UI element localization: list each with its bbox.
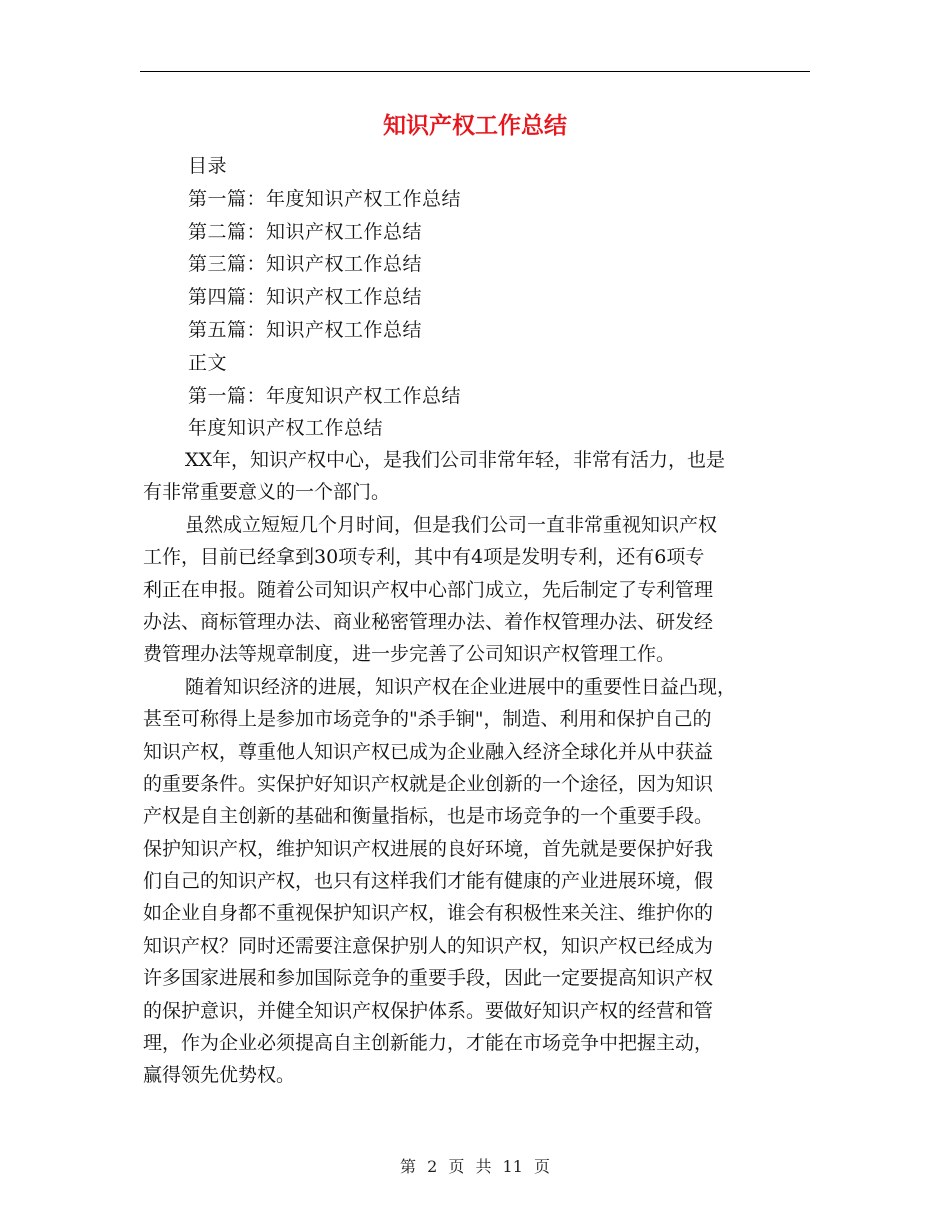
paragraph-line: 随着知识经济的进展，知识产权在企业进展中的重要性日益凸现， — [185, 675, 737, 698]
page-footer: 第 2 页 共 11 页 — [400, 1157, 550, 1176]
toc-item: 第一篇：年度知识产权工作总结 — [188, 187, 462, 210]
paragraph-line: 虽然成立短短几个月时间，但是我们公司一直非常重视知识产权 — [185, 513, 718, 536]
paragraph-line: 办法、商标管理办法、商业秘密管理办法、着作权管理办法、研发经 — [143, 610, 714, 633]
toc-item: 第三篇：知识产权工作总结 — [188, 253, 423, 276]
body-heading: 正文 — [188, 351, 228, 374]
table-of-contents — [188, 150, 808, 445]
paragraph-line: 许多国家进展和参加国际竞争的重要手段，因此一定要提高知识产权 — [143, 967, 714, 990]
header-rule — [140, 71, 810, 72]
paragraph-line: 有非常重要意义的一个部门。 — [143, 481, 391, 504]
section-heading: 第一篇：年度知识产权工作总结 — [188, 384, 462, 407]
paragraph-line: 甚至可称得上是参加市场竞争的"杀手锏"，制造、利用和保护自己的 — [143, 708, 712, 731]
toc-heading: 目录 — [188, 155, 228, 177]
document-title: 知识产权工作总结 — [383, 112, 567, 139]
paragraph-line: 工作，目前已经拿到30项专利，其中有4项是发明专利，还有6项专 — [143, 546, 705, 569]
paragraph-line: 的重要条件。实保护好知识产权就是企业创新的一个途径，因为知识 — [143, 772, 714, 795]
paragraph-line: 们自己的知识产权，也只有这样我们才能有健康的产业进展环境，假 — [143, 870, 714, 893]
paragraph-line: 如企业自身都不重视保护知识产权，谁会有积极性来关注、维护你的 — [143, 902, 714, 925]
paragraph-line: 利正在申报。随着公司知识产权中心部门成立，先后制定了专利管理 — [143, 578, 714, 601]
paragraph-2 — [143, 509, 810, 671]
section-subtitle: 年度知识产权工作总结 — [188, 417, 384, 440]
paragraph-1 — [143, 444, 810, 509]
paragraph-line: XX年，知识产权中心，是我们公司非常年轻，非常有活力，也是 — [185, 449, 726, 471]
paragraph-line: 产权是自主创新的基础和衡量指标，也是市场竞争的一个重要手段。 — [143, 805, 714, 828]
paragraph-line: 的保护意识，并健全知识产权保护体系。要做好知识产权的经营和管 — [143, 999, 714, 1022]
toc-item: 第五篇：知识产权工作总结 — [188, 318, 423, 341]
toc-item: 第二篇：知识产权工作总结 — [188, 220, 423, 243]
paragraph-line: 知识产权，尊重他人知识产权已成为企业融入经济全球化并从中获益 — [143, 740, 714, 763]
body-text — [143, 444, 810, 1092]
paragraph-line: 费管理办法等规章制度，进一步完善了公司知识产权管理工作。 — [143, 643, 676, 666]
paragraph-3 — [143, 671, 810, 1092]
toc-item: 第四篇：知识产权工作总结 — [188, 286, 423, 309]
paragraph-line: 理，作为企业必须提高自主创新能力，才能在市场竞争中把握主动， — [143, 1032, 714, 1055]
paragraph-line: 知识产权？同时还需要注意保护别人的知识产权，知识产权已经成为 — [143, 934, 714, 957]
paragraph-line: 赢得领先优势权。 — [143, 1064, 296, 1087]
paragraph-line: 保护知识产权，维护知识产权进展的良好环境，首先就是要保护好我 — [143, 837, 714, 860]
